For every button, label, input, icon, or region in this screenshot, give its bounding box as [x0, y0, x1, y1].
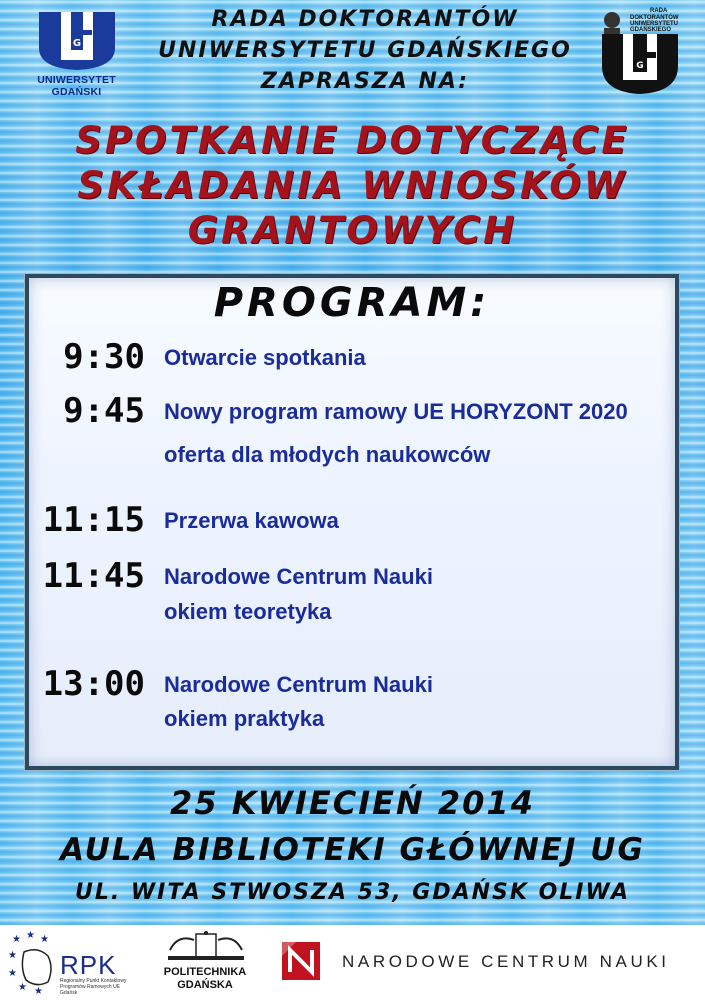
politechnika-line-1: POLITECHNIKA [163, 966, 247, 978]
svg-text:G: G [636, 61, 644, 71]
svg-text:GDAŃSKIEGO: GDAŃSKIEGO [630, 27, 672, 33]
svg-text:RADA: RADA [650, 8, 668, 14]
rd-emblem-icon [590, 4, 690, 96]
program-item-3-line-1: Przerwa kawowa [164, 508, 339, 533]
rpk-label: RPK [60, 950, 117, 980]
event-title [10, 118, 695, 253]
program-heading: PROGRAM: [213, 280, 491, 326]
svg-text:UNIWERSYTETU: UNIWERSYTETU [630, 21, 678, 27]
program-time-5: 13:00 [42, 664, 145, 704]
ug-logo-caption: UNIWERSYTET GDAŃSKI [37, 74, 116, 98]
header-invitation [150, 4, 580, 97]
svg-text:DOKTORANTÓW: DOKTORANTÓW [630, 15, 679, 21]
program-item-2-line-1: Nowy program ramowy UE HORYZONT 2020 [164, 399, 628, 424]
program-time-3: 11:15 [42, 500, 145, 540]
rpk-stars-icon [8, 928, 60, 996]
svg-text:★: ★ [12, 934, 21, 945]
title-line-2: SKŁADANIA WNIOSKÓW [77, 164, 628, 207]
header-line-2: UNIWERSYTETU GDAŃSKIEGO [158, 38, 572, 63]
svg-text:★: ★ [8, 950, 17, 961]
title-line-3: GRANTOWYCH [187, 209, 518, 252]
event-venue: AULA BIBLIOTEKI GŁÓWNEJ UG [60, 832, 645, 868]
ug-logo [14, 8, 139, 96]
program-item-5-line-2: okiem praktyka [164, 706, 325, 731]
program-item-4-line-1: Narodowe Centrum Nauki [164, 564, 433, 589]
svg-text:G: G [72, 38, 81, 49]
header-line-3: ZAPRASZA NA: [260, 69, 470, 94]
program-item-4-line-2: okiem teoretyka [164, 599, 332, 624]
politechnika-label [150, 966, 260, 992]
program-item-2-line-2: oferta dla młodych naukowców [164, 442, 491, 467]
svg-text:★: ★ [40, 934, 49, 945]
program-time-4: 11:45 [42, 556, 145, 596]
rpk-caption: Regionalny Punkt Kontaktowy Programów Ramowych UE Gdańsk [60, 978, 127, 996]
politechnika-line-2: GDAŃSKA [177, 979, 233, 991]
program-item-5-line-1: Narodowe Centrum Nauki [164, 672, 433, 697]
ug-emblem-icon [31, 8, 123, 72]
program-time-2: 9:45 [63, 391, 145, 431]
rada-doktorantow-logo [590, 4, 690, 96]
svg-text:★: ★ [18, 982, 27, 993]
svg-text:★: ★ [8, 968, 17, 979]
program-time-1: 9:30 [63, 337, 145, 377]
title-line-1: SPOTKANIE DOTYCZĄCE [75, 119, 630, 162]
svg-text:★: ★ [26, 930, 35, 941]
svg-text:★: ★ [34, 986, 43, 996]
program-item-1-line-1: Otwarcie spotkania [164, 345, 366, 370]
politechnika-crest-icon [166, 930, 246, 964]
event-date: 25 KWIECIEŃ 2014 [170, 784, 535, 822]
ncn-label: NARODOWE CENTRUM NAUKI [342, 952, 670, 971]
header-line-1: RADA DOKTORANTÓW [211, 7, 519, 32]
event-address: UL. WITA STWOSZA 53, GDAŃSK OLIWA [75, 880, 630, 905]
ncn-logo-icon [282, 942, 320, 980]
